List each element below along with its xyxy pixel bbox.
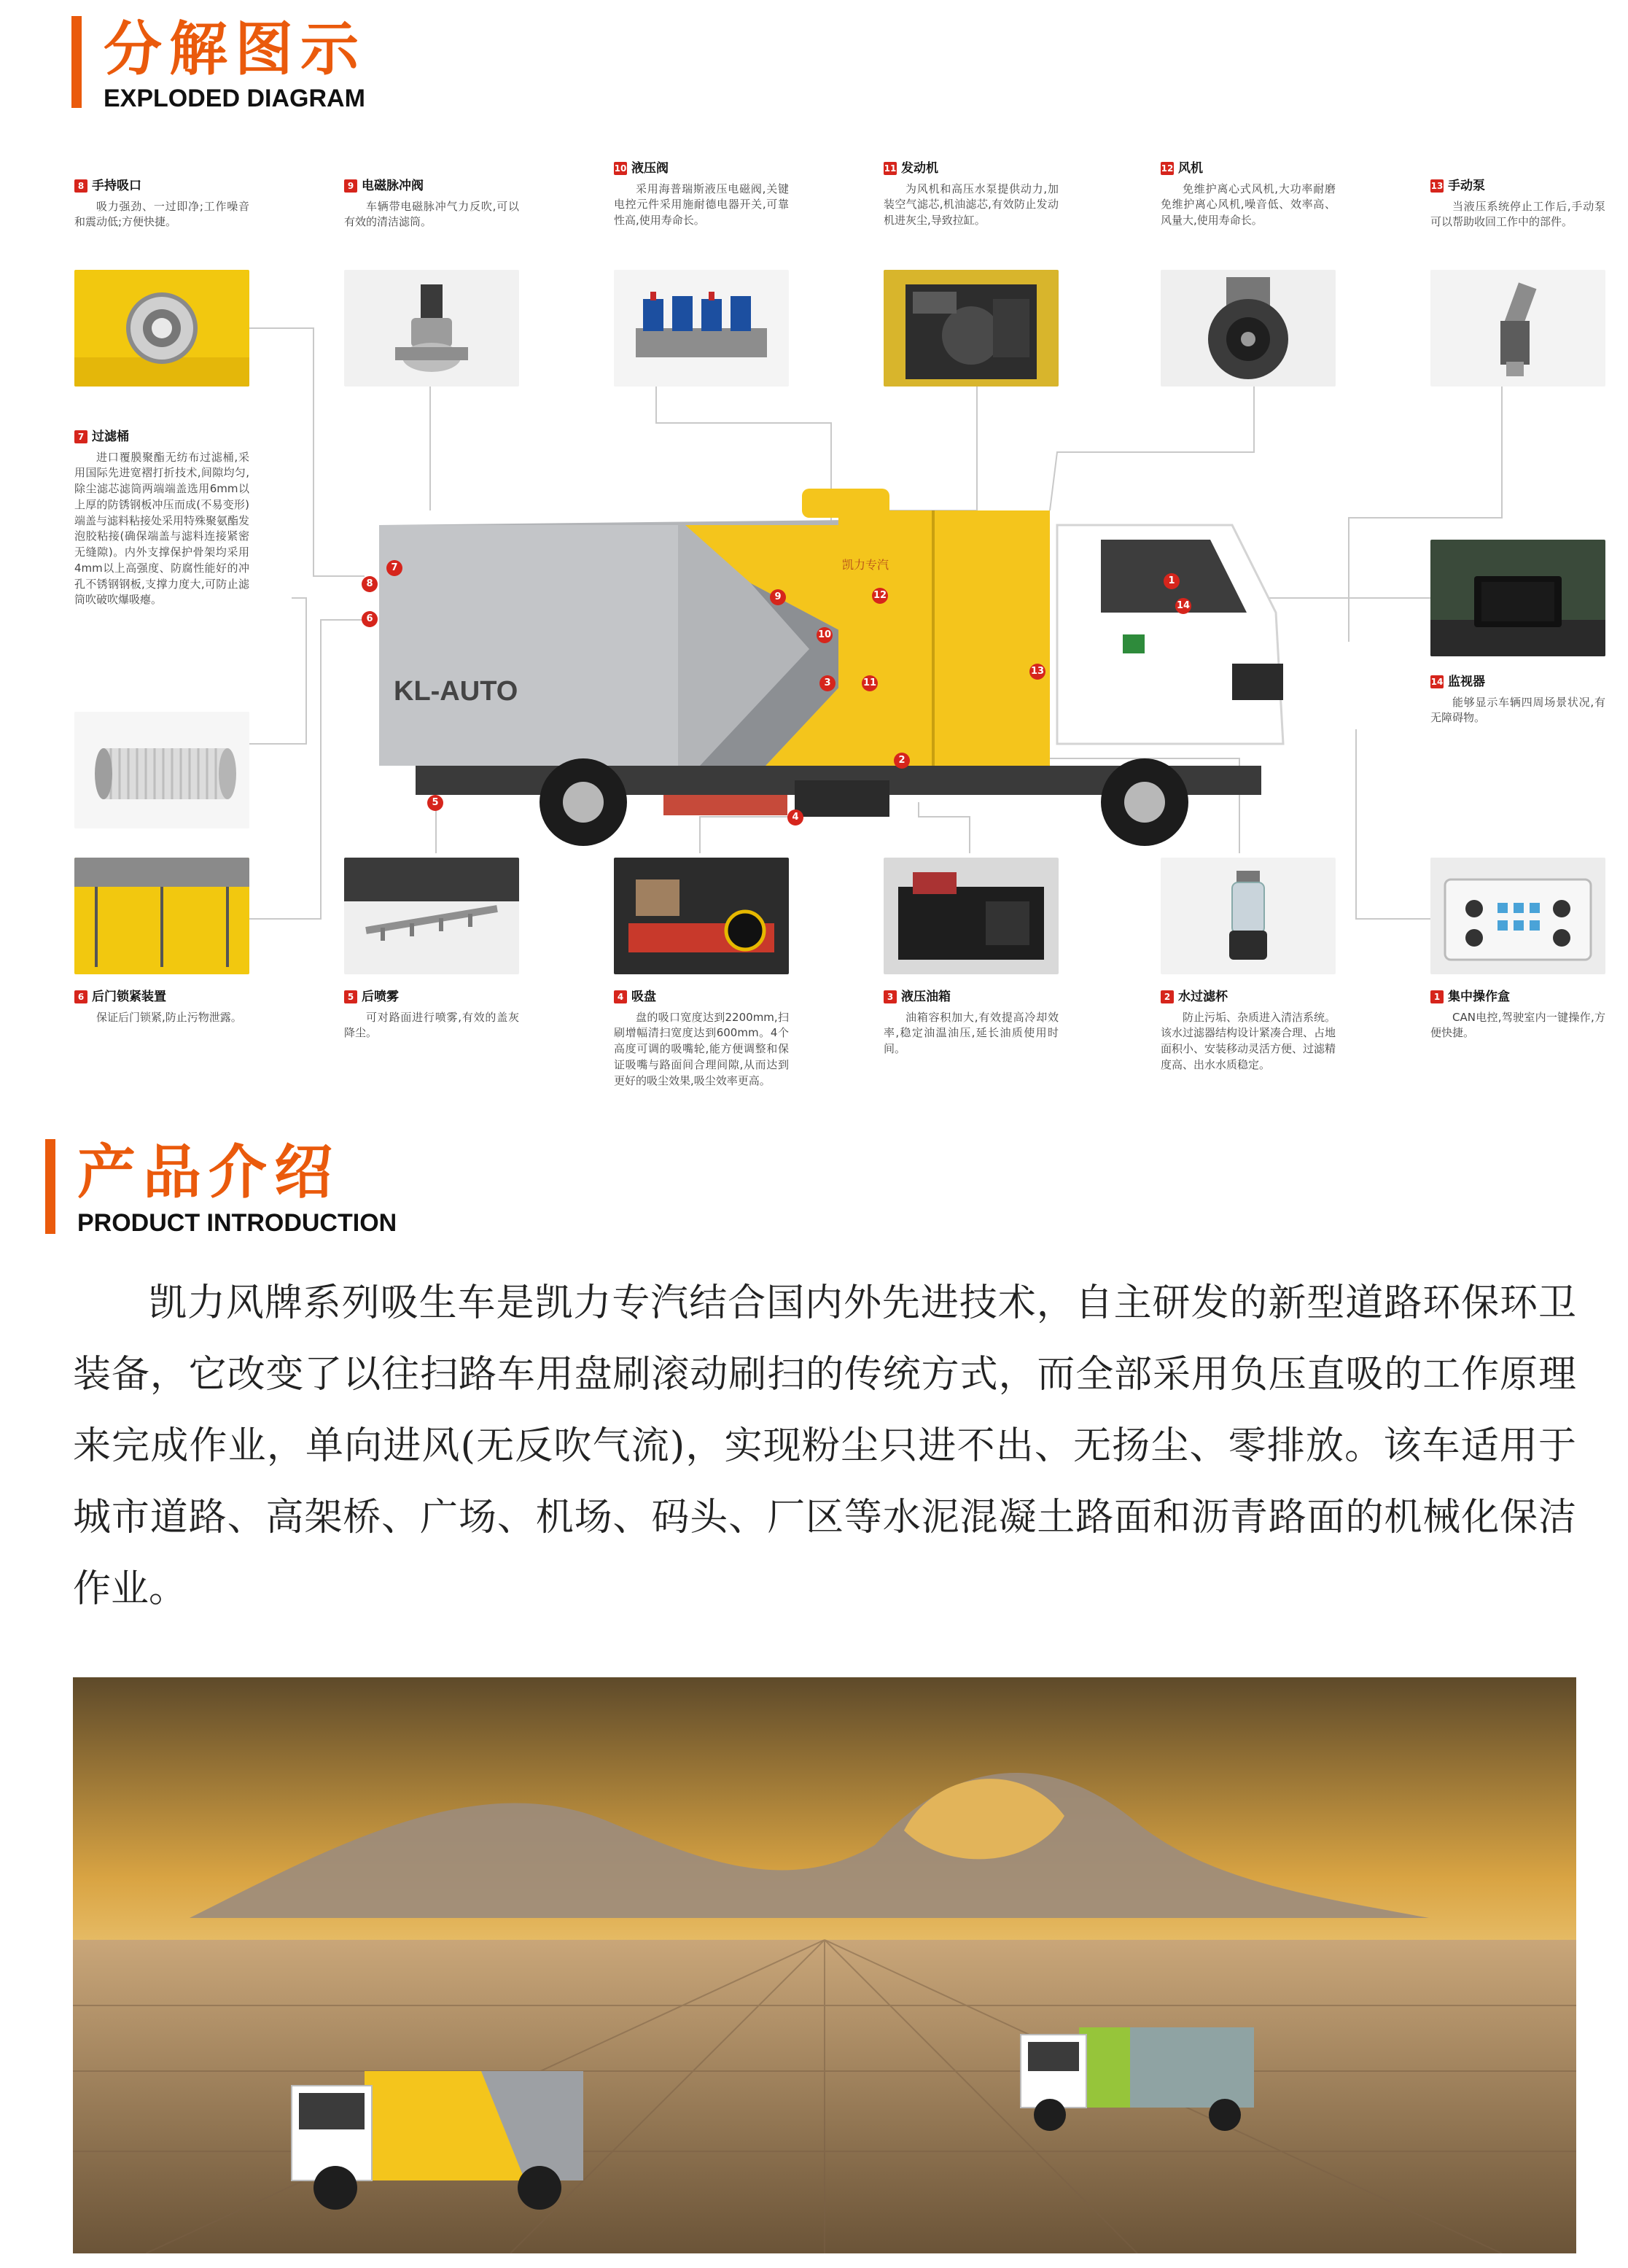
- comp-title-c11: 发动机: [901, 161, 938, 176]
- comp-desc-c9: 车辆带电磁脉冲气力反吹,可以有效的清洁滤筒。: [344, 199, 519, 229]
- comp-title-c6: 后门锁紧装置: [92, 990, 166, 1004]
- truck-logo-text: 凯力专汽: [842, 558, 889, 572]
- component-c12: [1161, 162, 1336, 229]
- hero-banner-image: [73, 1677, 1576, 2253]
- badge-9: 9: [344, 179, 357, 193]
- badge-8: 8: [74, 179, 87, 193]
- component-c8: [74, 179, 249, 230]
- comp-title-c3: 液压油箱: [901, 990, 951, 1004]
- badge-13: 13: [1430, 181, 1444, 192]
- comp-desc-c8: 吸力强劲、一过即净;工作噪音和震动低;方便快捷。: [74, 199, 249, 229]
- section-title-en: EXPLODED DIAGRAM: [104, 85, 365, 112]
- comp-title-c1: 集中操作盒: [1448, 990, 1510, 1004]
- comp-desc-c12: 免维护离心式风机,大功率耐磨免维护离心风机,噪音低、效率高、风量大,使用寿命长。: [1161, 182, 1336, 228]
- photo-rear-door-lock: [74, 858, 249, 974]
- marker-13: 13: [1029, 664, 1045, 680]
- section2-accent-bar: [45, 1139, 55, 1234]
- comp-title-c13: 手动泵: [1448, 179, 1485, 193]
- photo-engine: [884, 270, 1059, 387]
- badge-11: 11: [884, 163, 897, 174]
- comp-title-c9: 电磁脉冲阀: [362, 179, 424, 193]
- comp-title-c2: 水过滤杯: [1178, 990, 1228, 1004]
- comp-title-c10: 液压阀: [631, 161, 669, 176]
- photo-rear-spray: [344, 858, 519, 974]
- component-c3: [884, 990, 1059, 1057]
- component-c11: [884, 162, 1059, 229]
- marker-2: 2: [894, 753, 910, 769]
- section-title-cn: 分解图示: [104, 15, 366, 83]
- comp-desc-c5: 可对路面进行喷雾,有效的盖灰降尘。: [344, 1010, 519, 1040]
- component-c10: [614, 162, 789, 229]
- badge-2: 2: [1161, 990, 1174, 1003]
- component-c4: [614, 990, 789, 1089]
- photo-monitor: [1430, 540, 1605, 656]
- truck-illustration: [372, 481, 1305, 846]
- marker-12: 12: [872, 588, 888, 604]
- comp-desc-c11: 为风机和高压水泵提供动力,加装空气滤芯,机油滤芯,有效防止发动机进灰尘,导致拉缸。: [884, 182, 1059, 228]
- badge-3: 3: [884, 990, 897, 1003]
- badge-5: 5: [344, 990, 357, 1003]
- photo-handheld-nozzle: [74, 270, 249, 387]
- comp-desc-c3: 油箱容积加大,有效提高冷却效率,稳定油温油压,延长油质使用时间。: [884, 1010, 1059, 1056]
- marker-14: 14: [1175, 598, 1191, 614]
- marker-6: 6: [362, 611, 378, 627]
- component-c14: [1430, 675, 1605, 726]
- photo-water-filter: [1161, 858, 1336, 974]
- truck-brand-text: KL-AUTO: [394, 676, 518, 707]
- badge-12: 12: [1161, 163, 1174, 174]
- photo-pulse-valve: [344, 270, 519, 387]
- badge-6: 6: [74, 990, 87, 1003]
- photo-fan: [1161, 270, 1336, 387]
- marker-9: 9: [770, 589, 786, 605]
- photo-control-box: [1430, 858, 1605, 974]
- comp-desc-c7: 进口覆膜聚酯无纺布过滤桶,采用国际先进宽褶打折技术,间隙均匀,除尘滤芯滤筒两端端盖选用6mm以上厚的防锈钢板冲压而成(不易变形)端盖与滤料粘接处采用特殊聚氨酯发泡胶粘接(确保端盖与滤料连接紧密无缝隙)。内外支撑保护骨架均采用4mm以上高强度、防腐性能好的冲孔不锈钢钢板,支撑力度大,可防止滤筒吹破吹爆吸瘪。: [74, 450, 250, 607]
- component-c6: [74, 990, 249, 1025]
- component-c1: [1430, 990, 1605, 1041]
- section2-title-en: PRODUCT INTRODUCTION: [77, 1209, 397, 1237]
- photo-suction-disk: [614, 858, 789, 974]
- marker-5: 5: [427, 795, 443, 811]
- comp-title-c5: 后喷雾: [362, 990, 399, 1004]
- section2-title-cn: 产品介绍: [77, 1138, 340, 1206]
- badge-14: 14: [1430, 677, 1444, 688]
- marker-10: 10: [817, 627, 833, 643]
- marker-7: 7: [386, 560, 402, 576]
- comp-title-c8: 手持吸口: [92, 179, 141, 193]
- comp-title-c14: 监视器: [1448, 675, 1485, 689]
- component-c9: [344, 179, 519, 230]
- badge-7: 7: [74, 430, 87, 443]
- photo-hydraulic-valve: [614, 270, 789, 387]
- comp-desc-c10: 采用海普瑞斯液压电磁阀,关键电控元件采用施耐德电器开关,可靠性高,使用寿命长。: [614, 182, 789, 228]
- photo-hand-pump: [1430, 270, 1605, 387]
- marker-1: 1: [1164, 573, 1180, 589]
- photo-hydraulic-tank: [884, 858, 1059, 974]
- comp-title-c12: 风机: [1178, 161, 1203, 176]
- component-c5: [344, 990, 519, 1041]
- comp-desc-c4: 盘的吸口宽度达到2200mm,扫刷增幅清扫宽度达到600mm。4个高度可调的吸嘴轮,能方便调整和保证吸嘴与路面间合理间隙,从而达到更好的吸尘效果,吸尘效率更高。: [614, 1010, 789, 1087]
- marker-8: 8: [362, 576, 378, 592]
- comp-title-c4: 吸盘: [631, 990, 656, 1004]
- comp-desc-c2: 防止污垢、杂质进入清洁系统。该水过滤器结构设计紧凑合理、占地面积小、安装移动灵活方便、过滤精度高、出水水质稳定。: [1161, 1010, 1336, 1071]
- marker-11: 11: [862, 675, 878, 691]
- badge-4: 4: [614, 990, 627, 1003]
- comp-desc-c6: 保证后门锁紧,防止污物泄露。: [96, 1010, 242, 1024]
- comp-desc-c13: 当液压系统停止工作后,手动泵可以帮助收回工作中的部件。: [1430, 199, 1605, 229]
- comp-title-c7: 过滤桶: [92, 430, 129, 444]
- photo-filter-drum: [74, 712, 249, 828]
- product-intro-text: 凯力风牌系列吸生车是凯力专汽结合国内外先进技术，自主研发的新型道路环保环卫装备，它改变了以往扫路车用盘刷滚动刷扫的传统方式，而全部采用负压直吸的工作原理来完成作业，单向进风(无反吹气流)，实现粉尘只进不出、无扬尘、零排放。该车适用于城市道路、高架桥、广场、机场、码头、厂区等水泥混凝土路面和沥青路面的机械化保洁作业。: [73, 1281, 1576, 1611]
- component-c2: [1161, 990, 1336, 1073]
- comp-desc-c1: CAN电控,驾驶室内一键操作,方便快捷。: [1430, 1010, 1605, 1040]
- badge-10: 10: [614, 163, 627, 174]
- marker-3: 3: [819, 675, 836, 691]
- badge-1: 1: [1430, 990, 1444, 1003]
- comp-desc-c14: 能够显示车辆四周场景状况,有无障碍物。: [1430, 695, 1605, 725]
- marker-4: 4: [787, 809, 803, 826]
- component-c13: [1430, 179, 1605, 230]
- component-c7: [74, 430, 249, 608]
